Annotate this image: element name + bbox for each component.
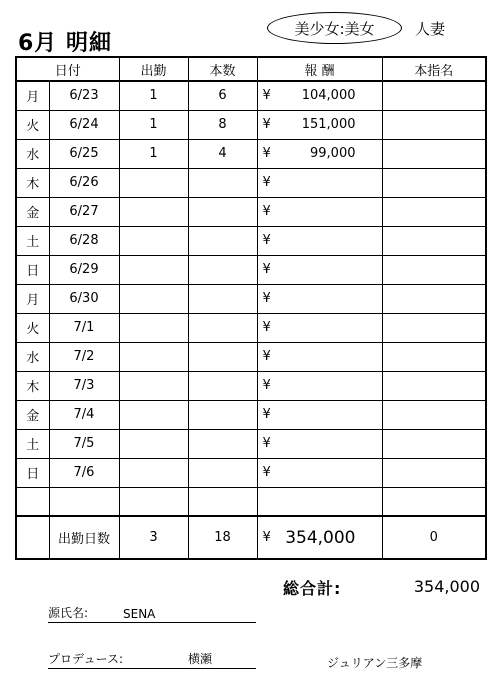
genji-label: 源氏名: <box>48 606 89 620</box>
cell-weekday: 土 <box>16 429 49 458</box>
cell-date: 7/3 <box>49 371 119 400</box>
table-row <box>16 429 486 458</box>
cell-date: 6/23 <box>49 81 119 110</box>
yen-symbol: ¥ <box>262 436 271 451</box>
cell-weekday: 月 <box>16 284 49 313</box>
genji-name-line <box>48 604 256 623</box>
cell-weekday: 火 <box>16 313 49 342</box>
table-row <box>16 458 486 487</box>
cell-nomination <box>382 429 486 458</box>
cell-date: 6/24 <box>49 110 119 139</box>
total-attend-days: 3 <box>119 516 188 559</box>
total-nomination: 0 <box>382 516 486 559</box>
producer-value: 横瀬 <box>188 652 213 666</box>
table-row <box>16 255 486 284</box>
cell-attend: 1 <box>119 81 188 110</box>
cell-date: 7/1 <box>49 313 119 342</box>
yen-symbol: ¥ <box>262 262 271 277</box>
cell-pay <box>257 226 382 255</box>
total-label: 出勤日数 <box>49 516 119 559</box>
cell-nomination <box>382 226 486 255</box>
col-header-count: 本数 <box>188 57 257 81</box>
yen-symbol: ¥ <box>262 349 271 364</box>
table-row <box>16 284 486 313</box>
cell-attend <box>119 226 188 255</box>
cell-nomination <box>382 313 486 342</box>
cell-nomination <box>382 400 486 429</box>
yen-symbol: ¥ <box>262 175 271 190</box>
yen-symbol: ¥ <box>262 146 271 161</box>
shop-name: ジュリアン三多摩 <box>327 656 423 670</box>
cell-weekday: 月 <box>16 81 49 110</box>
cell-count <box>188 458 257 487</box>
cell-weekday: 金 <box>16 400 49 429</box>
genji-value: SENA <box>123 607 156 621</box>
cell-attend <box>119 429 188 458</box>
cell-count <box>188 429 257 458</box>
cell-attend <box>119 284 188 313</box>
yen-symbol: ¥ <box>262 88 271 104</box>
cell-pay <box>257 371 382 400</box>
cell-blank <box>188 487 257 516</box>
cell-pay <box>257 168 382 197</box>
cell-date: 7/4 <box>49 400 119 429</box>
cell-nomination <box>382 284 486 313</box>
producer-line <box>48 650 256 669</box>
col-header-attend: 出勤 <box>119 57 188 81</box>
table-row <box>16 197 486 226</box>
cell-nomination <box>382 110 486 139</box>
cell-date: 7/2 <box>49 342 119 371</box>
cell-weekday: 木 <box>16 371 49 400</box>
table-row <box>16 342 486 371</box>
cell-date: 6/30 <box>49 284 119 313</box>
cell-pay <box>257 429 382 458</box>
yen-symbol: ¥ <box>262 204 271 219</box>
cell-blank <box>49 487 119 516</box>
cell-date: 6/25 <box>49 139 119 168</box>
cell-count <box>188 226 257 255</box>
cell-nomination <box>382 197 486 226</box>
table-row <box>16 371 486 400</box>
cell-weekday: 火 <box>16 110 49 139</box>
producer-label: プロデュース: <box>48 652 124 666</box>
table-row <box>16 226 486 255</box>
page-title: 6月 明細 <box>18 31 112 56</box>
cell-count <box>188 197 257 226</box>
category-other: 人妻 <box>415 20 446 38</box>
yen-symbol: ¥ <box>262 378 271 393</box>
cell-nomination <box>382 255 486 284</box>
cell-date: 6/29 <box>49 255 119 284</box>
table-row <box>16 81 486 110</box>
cell-date: 7/6 <box>49 458 119 487</box>
yen-symbol: ¥ <box>262 530 271 545</box>
cell-count: 4 <box>188 139 257 168</box>
cell-weekday: 金 <box>16 197 49 226</box>
yen-symbol: ¥ <box>262 407 271 422</box>
cell-date: 6/28 <box>49 226 119 255</box>
cell-pay <box>257 139 382 168</box>
cell-attend <box>119 400 188 429</box>
cell-blank <box>119 487 188 516</box>
cell-pay <box>257 110 382 139</box>
cell-attend <box>119 371 188 400</box>
cell-weekday: 水 <box>16 139 49 168</box>
cell-pay <box>257 81 382 110</box>
cell-count <box>188 400 257 429</box>
col-header-nomination: 本指名 <box>382 57 486 81</box>
cell-blank <box>16 487 49 516</box>
pay-value: 99,000 <box>310 146 356 161</box>
cell-count <box>188 168 257 197</box>
cell-count <box>188 313 257 342</box>
cell-nomination <box>382 371 486 400</box>
cell-count: 6 <box>188 81 257 110</box>
yen-symbol: ¥ <box>262 465 271 480</box>
cell-attend <box>119 458 188 487</box>
grand-total-label: 総合計: <box>283 579 342 598</box>
table-row <box>16 110 486 139</box>
cell-blank <box>382 487 486 516</box>
cell-nomination <box>382 81 486 110</box>
cell-blank <box>16 516 49 559</box>
table-row <box>16 168 486 197</box>
cell-blank <box>257 487 382 516</box>
statement-table <box>15 56 487 560</box>
cell-count <box>188 255 257 284</box>
cell-attend: 1 <box>119 110 188 139</box>
yen-symbol: ¥ <box>262 320 271 335</box>
cell-weekday: 木 <box>16 168 49 197</box>
cell-pay <box>257 400 382 429</box>
cell-pay <box>257 255 382 284</box>
cell-count <box>188 342 257 371</box>
table-row <box>16 139 486 168</box>
cell-attend <box>119 313 188 342</box>
cell-date: 6/26 <box>49 168 119 197</box>
cell-nomination <box>382 458 486 487</box>
cell-count: 8 <box>188 110 257 139</box>
yen-symbol: ¥ <box>262 233 271 248</box>
cell-weekday: 日 <box>16 458 49 487</box>
table-row <box>16 400 486 429</box>
cell-pay <box>257 284 382 313</box>
total-count: 18 <box>188 516 257 559</box>
cell-weekday: 土 <box>16 226 49 255</box>
grand-total-value: 354,000 <box>413 577 480 596</box>
cell-nomination <box>382 168 486 197</box>
yen-symbol: ¥ <box>262 117 271 132</box>
cell-pay <box>257 313 382 342</box>
pay-value: 104,000 <box>301 88 356 104</box>
cell-attend <box>119 197 188 226</box>
total-row <box>16 516 486 559</box>
cell-count <box>188 284 257 313</box>
table-row <box>16 313 486 342</box>
col-header-date: 日付 <box>16 57 119 81</box>
col-header-pay: 報 酬 <box>257 57 382 81</box>
cell-date: 6/27 <box>49 197 119 226</box>
cell-pay <box>257 197 382 226</box>
cell-pay <box>257 458 382 487</box>
blank-row <box>16 487 486 516</box>
category-circled: 美少女:美女 <box>267 12 402 44</box>
cell-nomination <box>382 342 486 371</box>
cell-weekday: 水 <box>16 342 49 371</box>
cell-attend <box>119 168 188 197</box>
total-pay-cell <box>257 516 382 559</box>
cell-date: 7/5 <box>49 429 119 458</box>
cell-count <box>188 371 257 400</box>
pay-value: 151,000 <box>301 117 356 132</box>
cell-attend <box>119 255 188 284</box>
cell-weekday: 日 <box>16 255 49 284</box>
header-row <box>16 57 486 81</box>
yen-symbol: ¥ <box>262 291 271 306</box>
cell-nomination <box>382 139 486 168</box>
cell-attend: 1 <box>119 139 188 168</box>
total-pay: 354,000 <box>285 527 356 548</box>
cell-attend <box>119 342 188 371</box>
cell-pay <box>257 342 382 371</box>
